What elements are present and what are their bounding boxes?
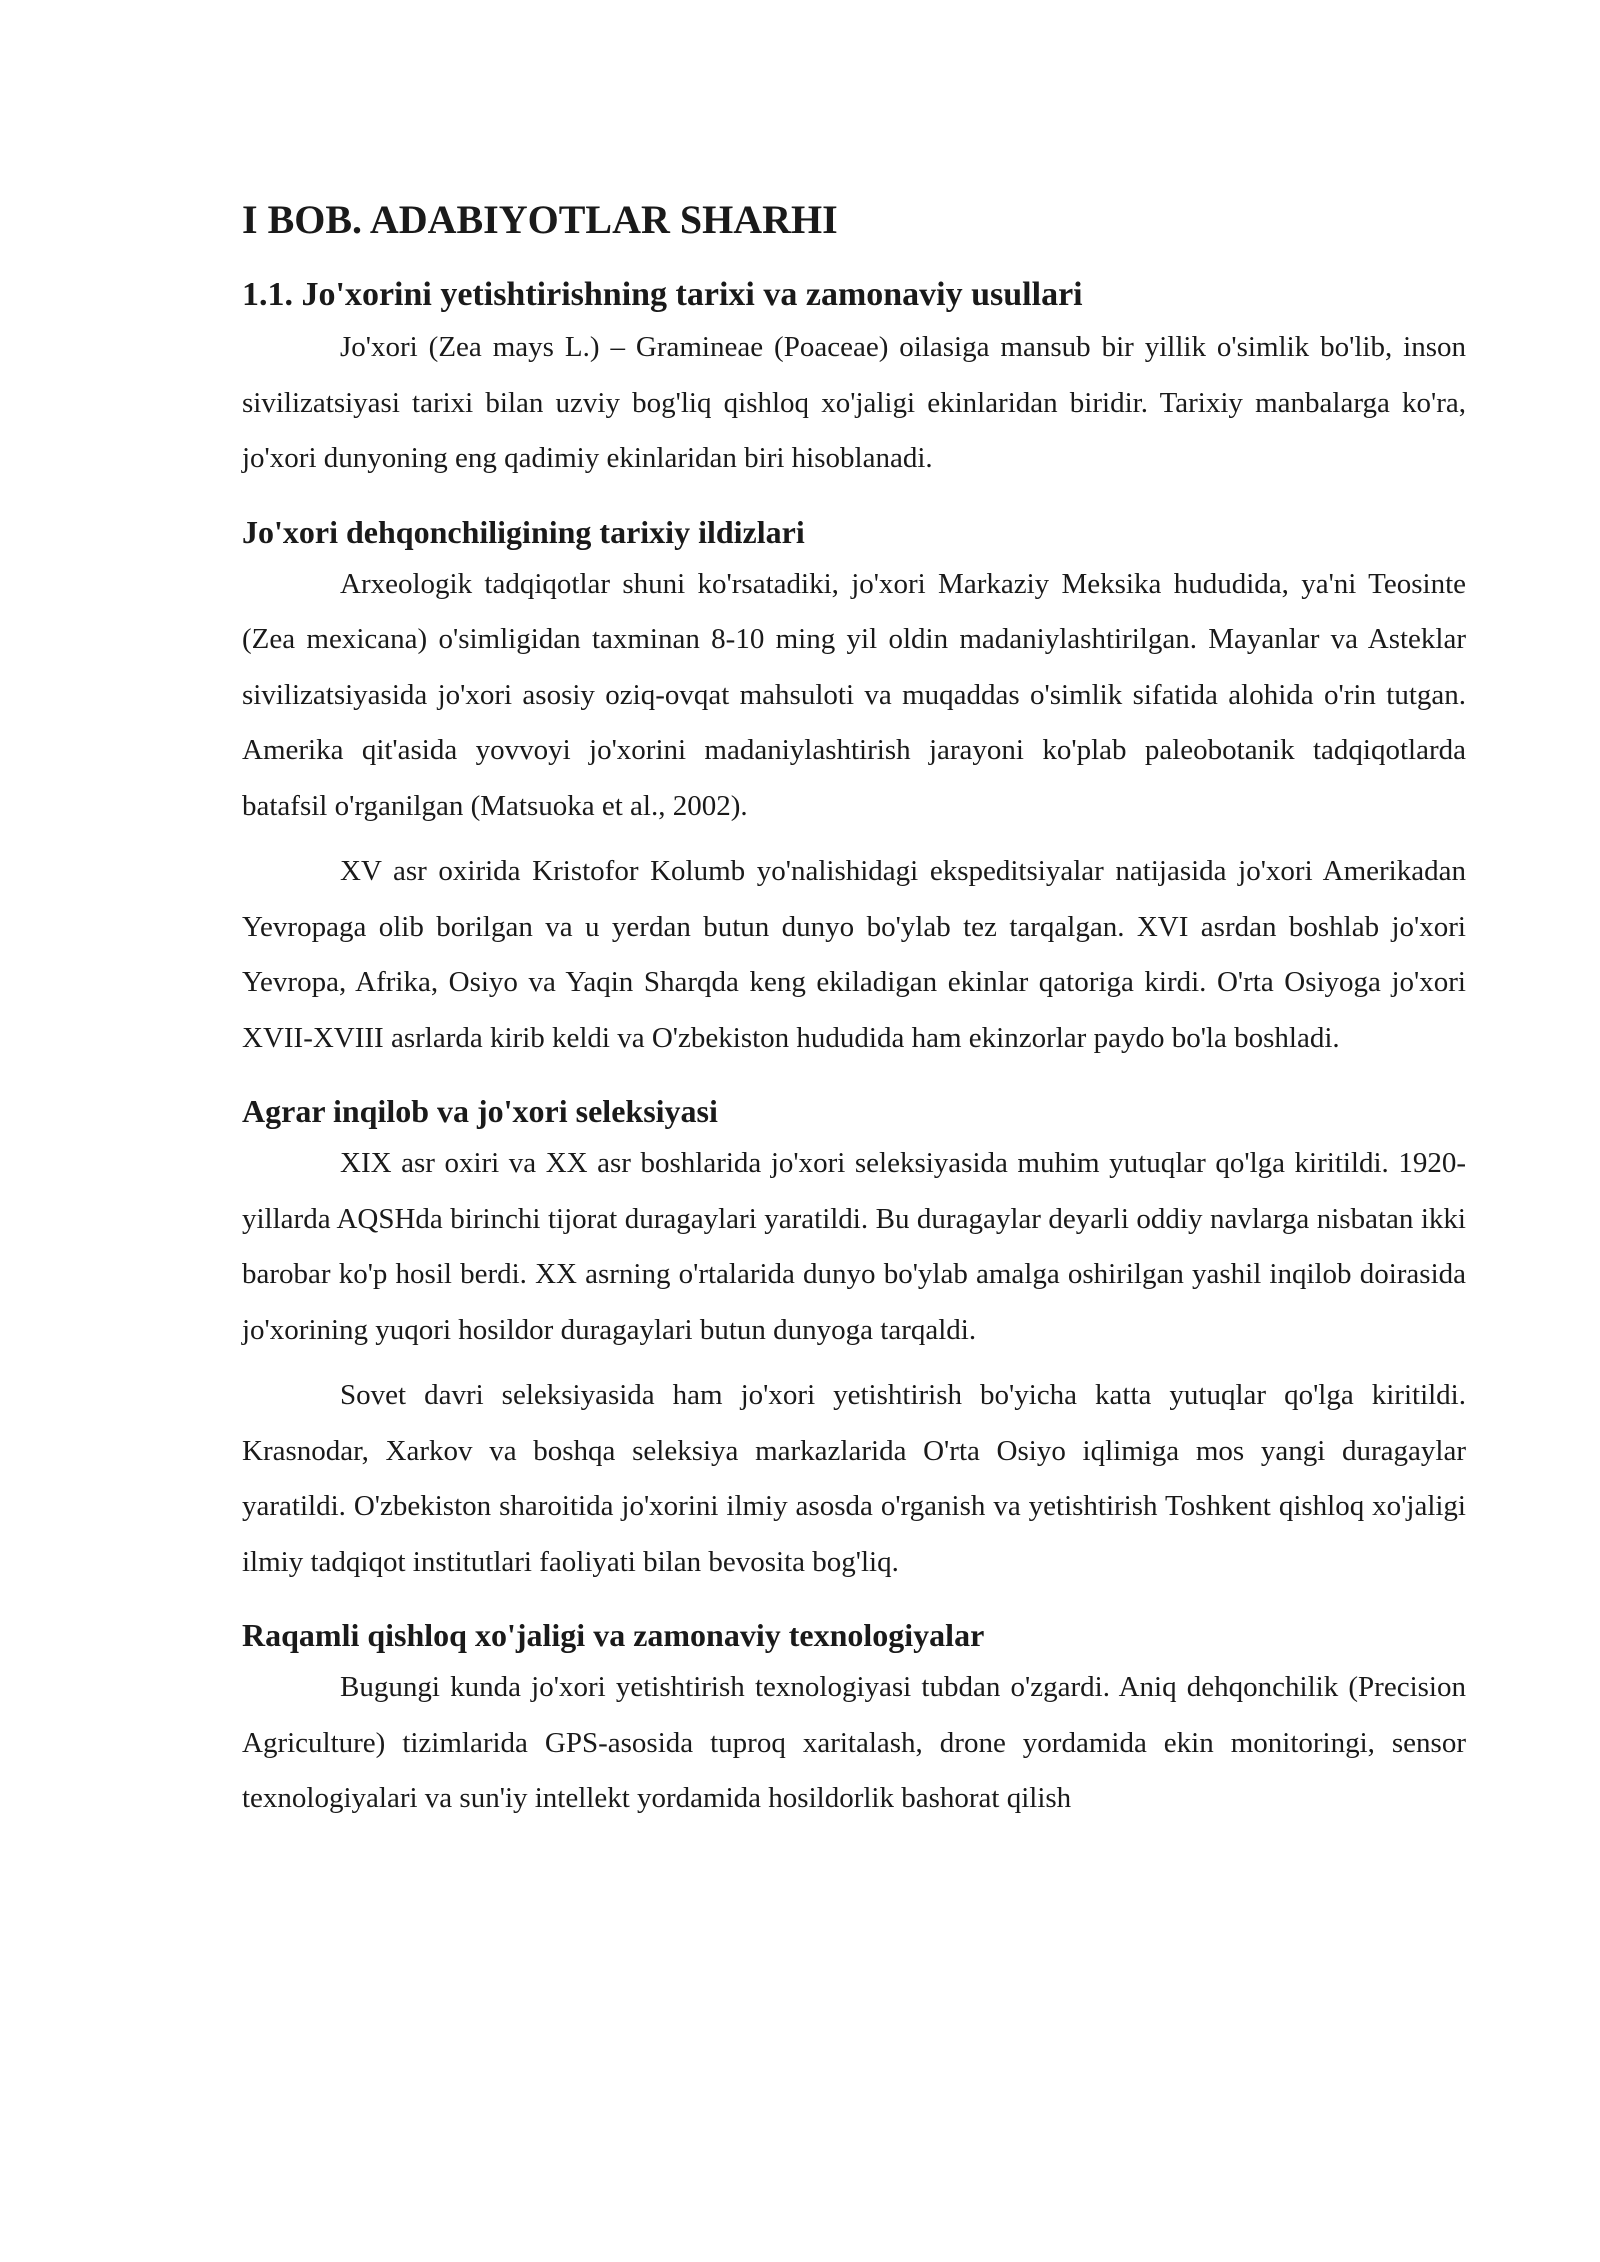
paragraph: Bugungi kunda jo'xori yetishtirish texnologiyasi tubdan o'zgardi. Aniq dehqonchilik (Precision Agriculture) tizimlarida GPS-asosida tuproq xaritalash, drone yordamida ekin monitoringi, sensor texnologiyalari va sun'iy intellekt yordamida hosildorlik bashorat qilish	[242, 1671, 1466, 1814]
section-title: 1.1. Jo'xorini yetishtirishning tarixi va zamonaviy usullari	[242, 276, 1083, 313]
paragraph: XV asr oxirida Kristofor Kolumb yo'nalishidagi ekspeditsiyalar natijasida jo'xori Amerikadan Yevropaga olib borilgan va u yerdan butun dunyo bo'ylab tez tarqalgan. XVI asrdan boshlab jo'xori Yevropa, Afrika, Osiyo va Yaqin Sharqda keng ekiladigan ekinlar qatoriga kirdi. O'rta Osiyoga jo'xori XVII-XVIII asrlarda kirib keldi va O'zbekiston hududida ham ekinzorlar paydo bo'la boshladi.	[242, 855, 1466, 1054]
subsection-title-digital: Raqamli qishloq xo'jaligi va zamonaviy texnologiyalar	[242, 1617, 985, 1653]
paragraph: XIX asr oxiri va XX asr boshlarida jo'xori seleksiyasida muhim yutuqlar qo'lga kiritildi. 1920-yillarda AQSHda birinchi tijorat duragaylari yaratildi. Bu duragaylar deyarli oddiy navlarga nisbatan ikki barobar ko'p hosil berdi. XX asrning o'rtalarida dunyo bo'ylab amalga oshirilgan yashil inqilob doirasida jo'xorining yuqori hosildor duragaylari butun dunyoga tarqaldi.	[242, 1147, 1466, 1346]
paragraph: Arxeologik tadqiqotlar shuni ko'rsatadiki, jo'xori Markaziy Meksika hududida, ya'ni Teosinte (Zea mexicana) o'simligidan taxminan 8-10 ming yil oldin madaniylashtirilgan. Mayanlar va Asteklar sivilizatsiyasida jo'xori asosiy oziq-ovqat mahsuloti va muqaddas o'simlik sifatida alohida o'rin tutgan. Amerika qit'asida yovvoyi jo'xorini madaniylashtirish jarayoni ko'plab paleobotanik tadqiqotlarda batafsil o'rganilgan (Matsuoka et al., 2002).	[242, 567, 1466, 822]
paragraph: Sovet davri seleksiyasida ham jo'xori yetishtirish bo'yicha katta yutuqlar qo'lga kiritildi. Krasnodar, Xarkov va boshqa seleksiya markazlarida O'rta Osiyo iqlimiga mos yangi duragaylar yaratildi. O'zbekiston sharoitida jo'xorini ilmiy asosda o'rganish va yetishtirish Toshkent qishloq xo'jaligi ilmiy tadqiqot institutlari faoliyati bilan bevosita bog'liq.	[242, 1379, 1466, 1578]
subsection-title-history: Jo'xori dehqonchiligining tarixiy ildizlari	[242, 513, 805, 550]
chapter-title: I BOB. ADABIYOTLAR SHARHI	[242, 197, 838, 242]
intro-paragraph: Jo'xori (Zea mays L.) – Gramineae (Poaceae) oilasiga mansub bir yillik o'simlik bo'lib, inson sivilizatsiyasi tarixi bilan uzviy bog'liq qishloq xo'jaligi ekinlaridan biridir. Tarixiy manbalarga ko'ra, jo'xori dunyoning eng qadimiy ekinlaridan biri hisoblanadi.	[242, 331, 1466, 474]
document-page	[242, 190, 1466, 1827]
subsection-title-agrarian: Agrar inqilob va jo'xori seleksiyasi	[242, 1093, 718, 1129]
